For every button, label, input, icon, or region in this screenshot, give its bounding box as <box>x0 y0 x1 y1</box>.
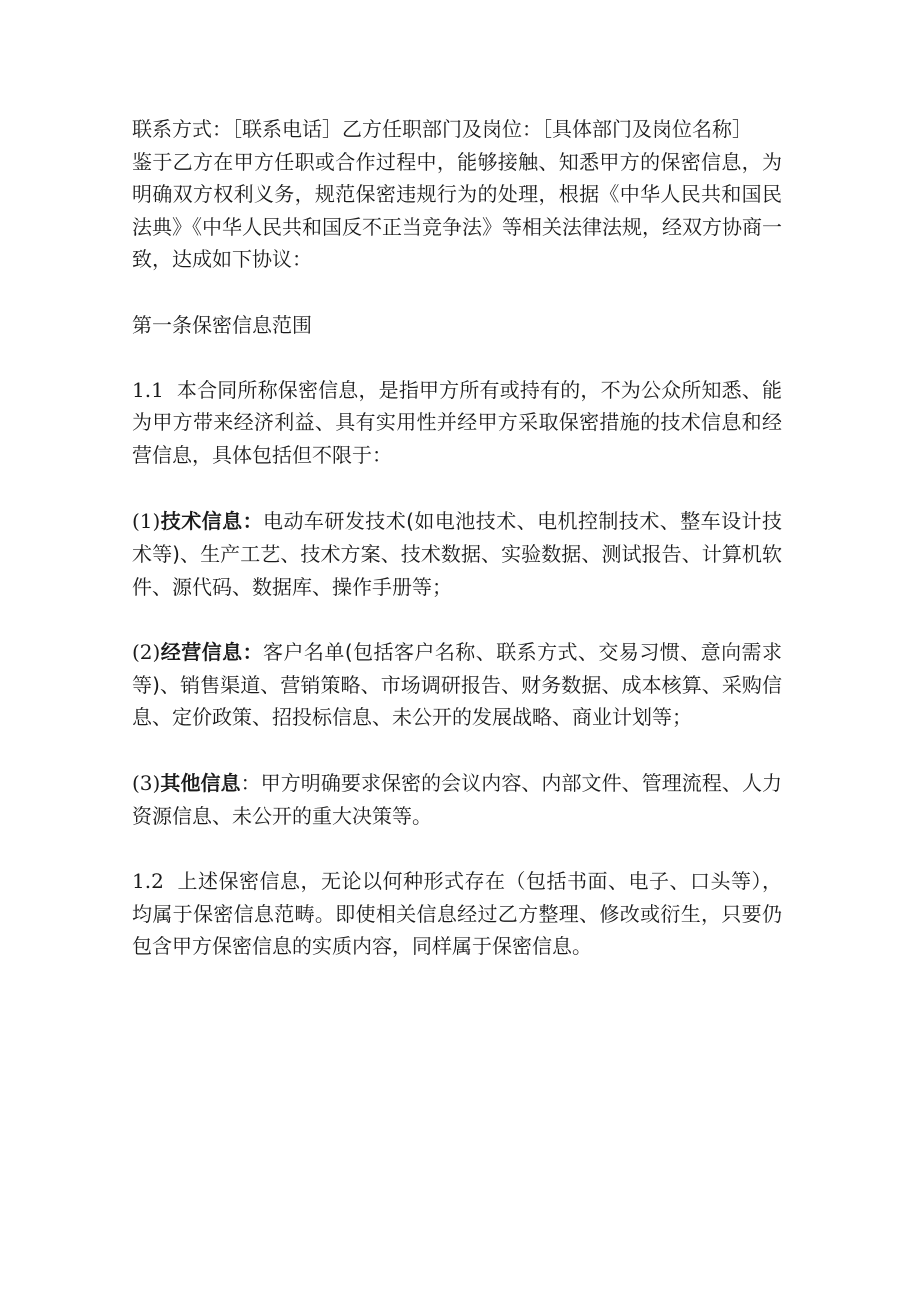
item-technical-info <box>132 505 782 603</box>
section-1-1-text: 本合同所称保密信息，是指甲方所有或持有的，不为公众所知悉、能为甲方带来经济利益、具有实用性并经甲方采取保密措施的技术信息和经营信息，具体包括但不限于： <box>132 377 783 467</box>
article-1-heading: 第一条保密信息范围 <box>132 312 312 337</box>
item-1-label: 技术信息： <box>160 509 264 534</box>
item-3-text: ：甲方明确要求保密的会议内容、内部文件、管理流程、人力资源信息、未公开的重大决策等。 <box>132 770 783 828</box>
item-2-number: (2) <box>132 640 161 665</box>
contact-and-intro-paragraph <box>132 113 782 276</box>
item-3-label: 其他信息 <box>160 770 241 795</box>
item-2-text: 客户名单(包括客户名称、联系方式、交易习惯、意向需求等)、销售渠道、营销策略、市场调研报告、财务数据、成本核算、采购信息、定价政策、招投标信息、未公开的发展战略、商业计划等； <box>132 640 782 730</box>
item-2-label: 经营信息： <box>160 640 264 665</box>
item-3-number: (3) <box>132 770 161 795</box>
item-1-number: (1) <box>132 509 161 534</box>
contact-line: 联系方式：［联系电话］乙方任职部门及岗位：［具体部门及岗位名称］ <box>132 117 752 141</box>
section-1-2-number: 1.2 <box>132 869 164 894</box>
section-1-2 <box>132 865 782 963</box>
item-other-info <box>132 767 782 832</box>
section-1-1-number: 1.1 <box>132 377 164 402</box>
document-body <box>132 113 782 963</box>
section-1-2-text: 上述保密信息，无论以何种形式存在（包括书面、电子、口头等），均属于保密信息范畴。即使相关信息经过乙方整理、修改或衍生，只要仍包含甲方保密信息的实质内容，同样属于保密信息。 <box>132 869 783 959</box>
item-business-info <box>132 636 782 734</box>
item-1-text: 电动车研发技术(如电池技术、电机控制技术、整车设计技术等)、生产工艺、技术方案、技术数据、实验数据、测试报告、计算机软件、源代码、数据库、操作手册等； <box>132 509 782 599</box>
section-1-1 <box>132 374 782 472</box>
intro-paragraph: 鉴于乙方在甲方任职或合作过程中，能够接触、知悉甲方的保密信息，为明确双方权利义务，规范保密违规行为的处理，根据《中华人民共和国民法典》《中华人民共和国反不正当竞争法》等相关法律法规，经双方协商一致，达成如下协议： <box>132 149 782 272</box>
